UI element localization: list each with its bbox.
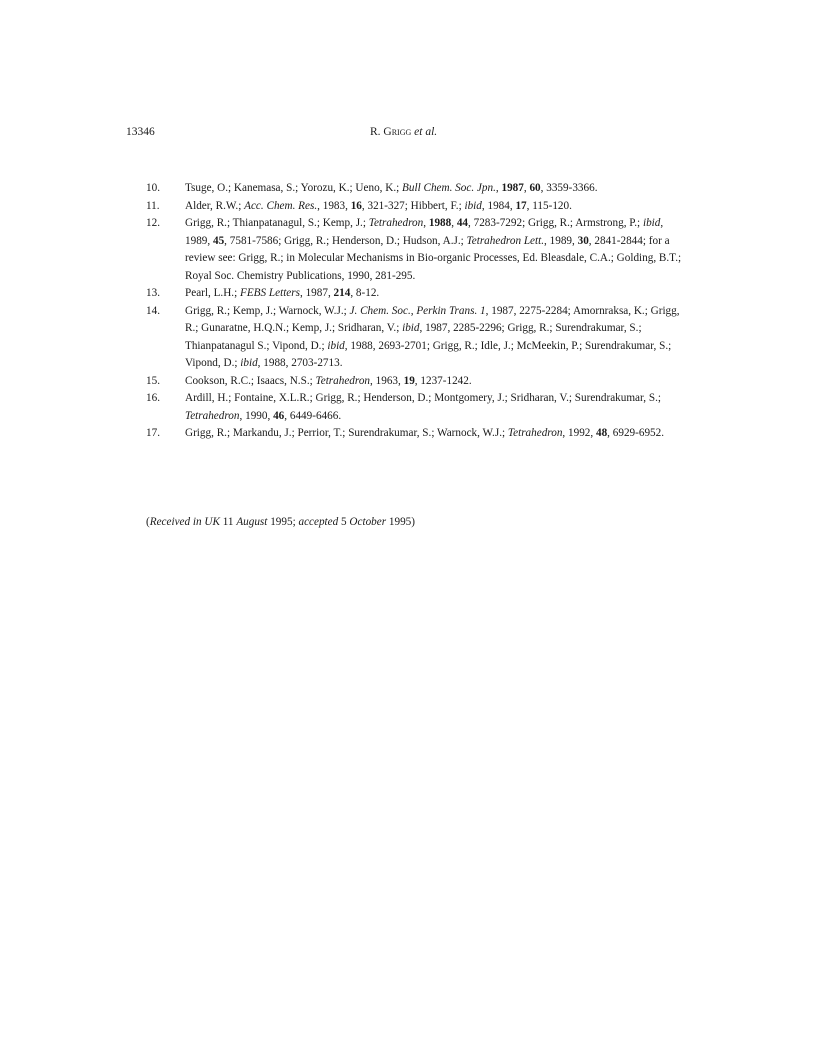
italic-run: J. Chem. Soc., Perkin Trans. 1 (349, 304, 486, 317)
reference-text (185, 198, 686, 216)
italic-run: Tetrahedron (185, 409, 240, 422)
reference-item (146, 285, 686, 303)
received-note (146, 516, 415, 528)
italic-run: ibid (327, 339, 345, 352)
text-run: , 6929-6952. (607, 427, 665, 439)
reference-item (146, 303, 686, 373)
running-head-et-al: et al. (414, 126, 438, 138)
bold-run: 45 (212, 234, 225, 247)
text-run: , 1989, (185, 217, 664, 247)
reference-item (146, 373, 686, 391)
text-run: , 1237-1242. (414, 374, 472, 387)
text-run: , (451, 217, 457, 229)
reference-item (146, 198, 686, 216)
text-run: , 1963, (370, 374, 404, 387)
text-run: , 6449-6466. (284, 409, 342, 422)
text-run: , 1992, (562, 427, 596, 439)
text-run: Cookson, R.C.; Isaacs, N.S.; (185, 374, 316, 387)
bold-run: 19 (403, 374, 415, 387)
italic-run: Tetrahedron (368, 217, 424, 229)
text-run: , 115-120. (526, 199, 572, 212)
reference-text (185, 303, 686, 373)
text-run: Pearl, L.H.; (185, 287, 240, 299)
text-run: , 3359-3366. (540, 182, 598, 194)
text-run: , 1987, 2275-2284; Amornraksa, K.; Grigg, R.; Gunaratne, H.Q.N.; Kemp, J.; Sridharan, V.; (185, 304, 680, 334)
reference-text (185, 215, 686, 285)
text-run: Alder, R.W.; (185, 199, 245, 212)
italic-run: October (349, 516, 387, 528)
text-run: , 1987, (299, 287, 334, 299)
text-run: , 8-12. (350, 287, 380, 299)
italic-run: ibid (240, 357, 258, 369)
reference-number: 16. (146, 392, 160, 404)
running-head-author: R. Grigg (370, 126, 412, 138)
reference-text (185, 180, 686, 198)
text-run: 5 (338, 516, 350, 528)
reference-text (185, 390, 686, 425)
reference-item (146, 180, 686, 198)
text-run: Grigg, R.; Markandu, J.; Perrior, T.; Surendrakumar, S.; Warnock, W.J.; (185, 427, 508, 439)
italic-run: Received in UK (149, 516, 220, 528)
reference-item (146, 425, 686, 443)
bold-run: 214 (333, 287, 351, 299)
reference-text (185, 285, 686, 303)
italic-run: Tetrahedron Lett. (466, 234, 545, 247)
text-run: , 1990, (239, 409, 274, 422)
reference-number: 10. (146, 182, 160, 194)
page-number: 13346 (126, 126, 155, 138)
italic-run: accepted (298, 516, 339, 528)
bold-run: 44 (456, 217, 468, 229)
bold-run: 1987 (501, 182, 524, 194)
text-run: , 7581-7586; Grigg, R.; Henderson, D.; Hudson, A.J.; (224, 234, 467, 247)
text-run: , 7283-7292; Grigg, R.; Armstrong, P.; (468, 217, 643, 229)
italic-run: ibid (464, 199, 482, 212)
text-run: , 1987, 2285-2296; Grigg, R.; Surendrakumar, S.; Thianpatanagul S.; Vipond, D.; (185, 322, 642, 352)
italic-run: ibid (642, 217, 661, 229)
italic-run: Bull Chem. Soc. Jpn. (402, 182, 496, 194)
italic-run: Acc. Chem. Res. (244, 199, 318, 212)
reference-text (185, 373, 686, 391)
bold-run: 60 (529, 182, 541, 194)
text-run: , 1983, (317, 199, 351, 212)
bold-run: 16 (350, 199, 362, 212)
reference-text (185, 425, 686, 443)
bold-run: 1988 (428, 217, 452, 229)
reference-item (146, 390, 686, 425)
reference-item (146, 215, 686, 285)
italic-run: Tetrahedron (507, 427, 563, 439)
italic-run: ibid (402, 322, 420, 334)
text-run: 1995) (386, 516, 415, 528)
running-head (370, 126, 437, 138)
bold-run: 46 (273, 409, 285, 422)
italic-run: FEBS Letters (240, 287, 300, 299)
text-run: ( (146, 516, 150, 528)
text-run: , (523, 182, 530, 194)
italic-run: August (236, 516, 268, 528)
text-run: 11 (219, 516, 237, 528)
text-run: , 1989, (544, 234, 578, 247)
reference-list (146, 180, 686, 443)
reference-number: 15. (146, 374, 160, 387)
text-run: Grigg, R.; Thianpatanagul, S.; Kemp, J.; (185, 217, 369, 229)
reference-number: 13. (146, 287, 160, 299)
text-run: , 1988, 2703-2713. (257, 357, 343, 369)
italic-run: Tetrahedron (315, 374, 371, 387)
reference-number: 12. (146, 217, 160, 229)
reference-number: 17. (146, 427, 160, 439)
bold-run: 48 (595, 427, 608, 439)
reference-number: 11. (146, 199, 160, 212)
text-run: 1995; (267, 516, 299, 528)
text-run: Grigg, R.; Kemp, J.; Warnock, W.J.; (185, 304, 350, 317)
text-run: , 1988, 2693-2701; Grigg, R.; Idle, J.; McMeekin, P.; Surendrakumar, S.; Vipond, D.; (185, 339, 672, 369)
text-run: Ardill, H.; Fontaine, X.L.R.; Grigg, R.; Henderson, D.; Montgomery, J.; Sridharan, V.; Surendrakumar, S.; (185, 392, 662, 404)
text-run: , 1984, (481, 199, 516, 212)
running-header (126, 126, 726, 142)
bold-run: 17 (515, 199, 527, 212)
text-run: , (423, 217, 429, 229)
text-run: , 2841-2844; for a review see: Grigg, R.; in Molecular Mechanisms in Bio-organic Processes, Ed. Bleasdale, C.A.; Golding, B.T.; Royal Soc. Chemistry Publications, 1990, 281-295. (185, 234, 682, 282)
reference-number: 14. (146, 304, 160, 317)
text-run: , (495, 182, 502, 194)
bold-run: 30 (577, 234, 589, 247)
text-run: , 321-327; Hibbert, F.; (361, 199, 465, 212)
text-run: Tsuge, O.; Kanemasa, S.; Yorozu, K.; Ueno, K.; (185, 182, 403, 194)
